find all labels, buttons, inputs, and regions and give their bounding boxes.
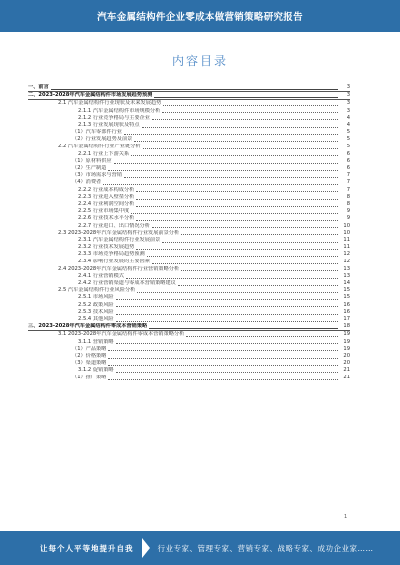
toc-entry-label: 3.1.2 促销策略	[78, 367, 114, 374]
toc-entry[interactable]	[28, 251, 350, 258]
toc-entry-label: 2.2.2 行业成本构成分析	[78, 186, 135, 193]
toc-entry-label: 三、2023-2028年汽车金属结构件零成本营销策略	[28, 323, 148, 330]
toc-entry-page: 21	[343, 367, 350, 374]
toc-entry[interactable]	[28, 266, 350, 273]
toc-entry[interactable]	[28, 273, 350, 280]
toc-dot-leader	[103, 184, 338, 185]
footer-banner	[0, 531, 400, 565]
arrow-separator-icon	[142, 538, 150, 558]
toc-dot-leader	[136, 249, 338, 250]
toc-entry-page: 15	[343, 294, 350, 301]
toc-dot-leader	[108, 365, 338, 366]
toc-entry-page: 16	[343, 301, 350, 308]
toc-dot-leader	[108, 358, 338, 359]
toc-entry[interactable]	[28, 100, 350, 107]
toc-entry[interactable]	[28, 208, 350, 215]
toc-entry-label: 2.3.2 行业技术发展趋势	[78, 244, 135, 251]
toc-entry[interactable]	[28, 353, 350, 360]
toc-entry-page: 12	[343, 258, 350, 265]
toc-entry-label: 2.5.4 其他风险	[78, 316, 114, 322]
toc-entry-page: 10	[343, 229, 350, 236]
toc-entry-page: 19	[343, 331, 350, 338]
toc-entry[interactable]	[28, 309, 350, 316]
toc-entry-label: 2.4.1 行业营销模式	[78, 272, 124, 279]
toc-dot-leader	[131, 213, 338, 214]
toc-entry[interactable]	[28, 215, 350, 222]
toc-entry[interactable]	[28, 316, 350, 323]
toc-dot-leader	[124, 177, 338, 178]
toc-entry[interactable]	[28, 194, 350, 201]
toc-entry[interactable]	[28, 144, 350, 151]
toc-dot-leader	[152, 227, 338, 228]
toc-entry-label: 一、前言	[28, 84, 49, 90]
toc-entry-page: 8	[346, 193, 350, 200]
toc-entry-page: 19	[343, 345, 350, 352]
toc-entry-label: 2.4 2023-2028年汽车金属结构件行业营销策略分析	[58, 265, 180, 272]
toc-entry-label: （2）生产制造	[72, 165, 107, 172]
toc-entry-label: 2.2.6 行业技术水平分析	[78, 215, 135, 222]
toc-dot-leader	[108, 379, 338, 380]
table-of-contents	[28, 84, 350, 382]
toc-entry[interactable]	[28, 223, 350, 230]
toc-dot-leader	[136, 191, 338, 192]
toc-entry-label: 2.3.1 汽车金属结构件行业发展前景	[78, 236, 161, 243]
toc-dot-leader	[142, 127, 338, 128]
toc-entry-page: 8	[346, 201, 350, 207]
toc-dot-leader	[147, 256, 338, 257]
footer-experts: 行业专家、管理专家、营销专家、战略专家、成功企业家……	[157, 543, 374, 553]
toc-dot-leader	[126, 278, 338, 279]
toc-entry[interactable]	[28, 331, 350, 338]
toc-dot-leader	[134, 141, 338, 142]
toc-entry-page: 10	[343, 222, 350, 229]
toc-entry-label: （1）推广策略	[72, 374, 107, 381]
toc-entry-label: 2.3.4 影响行业发展的主要因素	[78, 258, 150, 265]
toc-entry-page: 11	[343, 236, 350, 243]
toc-entry-label: 2.1.1 汽车金属结构件市场规模分析	[78, 107, 161, 114]
page-number: 1	[344, 514, 348, 520]
toc-entry-label: （4）消费者	[72, 179, 102, 186]
toc-entry[interactable]	[28, 302, 350, 309]
toc-entry[interactable]	[28, 339, 350, 346]
toc-entry-page: 13	[343, 265, 350, 272]
toc-dot-leader	[163, 105, 338, 106]
toc-entry[interactable]	[28, 84, 350, 92]
toc-dot-leader	[152, 263, 338, 264]
toc-entry[interactable]	[28, 129, 350, 136]
toc-entry-page: 16	[343, 308, 350, 315]
toc-entry[interactable]	[28, 172, 350, 179]
toc-entry[interactable]	[28, 244, 350, 251]
footer-slogan: 让每个人平等地提升自我	[40, 543, 134, 553]
toc-entry-label: 2.2.4 行业利润空间分析	[78, 201, 135, 207]
toc-entry-label: 2.5 汽车金属结构件行业风险分析	[58, 287, 136, 294]
toc-dot-leader	[116, 372, 338, 373]
toc-entry-page: 20	[343, 352, 350, 359]
toc-entry[interactable]	[28, 360, 350, 367]
toc-entry-label: 2.1.2 行业竞争格局与主要企业	[78, 114, 150, 121]
toc-entry-label: （1）汽车零部件行业	[72, 129, 122, 136]
toc-entry-page: 12	[343, 251, 350, 258]
toc-entry-label: （3）渠道策略	[72, 360, 107, 367]
toc-entry[interactable]	[28, 323, 350, 331]
toc-entry-page: 6	[346, 157, 350, 164]
toc-entry-label: 2.2.7 行业进口、出口情况分析	[78, 222, 150, 229]
toc-entry-label: 2.1 汽车金属结构件行业现状及未来发展趋势	[58, 100, 162, 107]
toc-entry-label: 2.2.3 行业进入壁垒分析	[78, 193, 135, 200]
toc-entry[interactable]	[28, 151, 350, 158]
toc-entry-label: 2.2.5 行业市场集中度	[78, 208, 130, 215]
toc-entry-label: 2.2.1 行业上下游关系	[78, 150, 130, 157]
toc-entry-page: 6	[346, 150, 350, 157]
toc-dot-leader	[124, 134, 338, 135]
toc-entry[interactable]	[28, 287, 350, 294]
report-title: 汽车金属结构件企业零成本做营销策略研究报告	[97, 12, 303, 23]
toc-entry[interactable]	[28, 122, 350, 129]
toc-entry-page: 3	[346, 84, 350, 90]
toc-entry-page: 14	[343, 280, 350, 287]
toc-entry[interactable]	[28, 367, 350, 374]
toc-entry-label: 3.1 2023-2028年汽车金属结构件零成本营销策略分析	[58, 331, 185, 338]
toc-dot-leader	[181, 234, 338, 235]
toc-dot-leader	[143, 148, 338, 149]
toc-entry[interactable]	[28, 165, 350, 172]
toc-entry-page: 13	[343, 272, 350, 279]
toc-entry-page: 9	[346, 215, 350, 222]
toc-dot-leader	[181, 270, 338, 271]
toc-dot-leader	[116, 306, 338, 307]
toc-heading: 内容目录	[171, 54, 228, 68]
toc-entry-page: 17	[343, 316, 350, 322]
toc-entry-page: 7	[346, 179, 350, 186]
toc-dot-leader	[152, 119, 338, 120]
toc-entry-label: 2.5.3 技术风险	[78, 308, 114, 315]
toc-dot-leader	[137, 292, 338, 293]
toc-dot-leader	[108, 170, 338, 171]
toc-entry[interactable]	[28, 294, 350, 301]
toc-entry-page: 3	[346, 107, 350, 114]
toc-entry[interactable]	[28, 237, 350, 244]
toc-dot-leader	[131, 155, 338, 156]
toc-entry-page: 19	[343, 338, 350, 345]
toc-entry-label: 3.1.1 营销策略	[78, 338, 114, 345]
report-header	[0, 0, 400, 32]
toc-entry-page: 11	[343, 244, 350, 251]
toc-dot-leader	[178, 285, 338, 286]
toc-entry-page: 5	[346, 143, 350, 150]
toc-entry-label: 2.3 2023-2028年汽车金属结构件行业发展前景分析	[58, 229, 180, 236]
toc-entry-label: 2.1.3 行业发展现状及特点	[78, 121, 140, 128]
toc-dot-leader	[116, 321, 338, 322]
toc-entry[interactable]	[28, 92, 350, 100]
toc-dot-leader	[162, 242, 338, 243]
toc-entry-page: 7	[346, 172, 350, 179]
toc-entry-label: 2.5.1 市场风险	[78, 294, 114, 301]
toc-entry[interactable]	[28, 158, 350, 165]
toc-entry[interactable]	[28, 259, 350, 266]
toc-entry[interactable]	[28, 108, 350, 115]
toc-entry[interactable]	[28, 346, 350, 353]
toc-entry-page: 4	[346, 121, 350, 128]
toc-entry-label: （2）行业发展趋势及前景	[72, 136, 133, 143]
toc-dot-leader	[51, 89, 338, 90]
toc-entry[interactable]	[28, 201, 350, 208]
toc-dot-leader	[186, 336, 338, 337]
toc-dot-leader	[116, 314, 338, 315]
toc-dot-leader	[162, 112, 338, 113]
toc-entry[interactable]	[28, 136, 350, 143]
toc-entry-label: 2.3.3 市场竞争格局趋势预测	[78, 251, 145, 258]
toc-entry[interactable]	[28, 179, 350, 186]
toc-entry[interactable]	[28, 115, 350, 122]
toc-dot-leader	[114, 163, 338, 164]
toc-entry[interactable]	[28, 280, 350, 287]
toc-dot-leader	[136, 220, 338, 221]
toc-entry-label: 2.5.2 政策风险	[78, 301, 114, 308]
toc-entry-page: 20	[343, 360, 350, 367]
toc-entry-page: 7	[346, 186, 350, 193]
toc-dot-leader	[136, 206, 338, 207]
toc-dot-leader	[154, 97, 338, 98]
toc-dot-leader	[149, 328, 338, 329]
toc-entry-page: 5	[346, 136, 350, 143]
toc-entry[interactable]	[28, 230, 350, 237]
toc-entry-page: 15	[343, 287, 350, 294]
toc-dot-leader	[136, 199, 338, 200]
toc-entry-label: （2）价格策略	[72, 352, 107, 359]
toc-dot-leader	[116, 299, 338, 300]
toc-entry-label: 2.2 汽车金属结构件行业产业链分析	[58, 143, 141, 150]
toc-entry-label: （1）产品策略	[72, 345, 107, 352]
toc-entry-page: 3	[346, 100, 350, 107]
toc-entry-page: 6	[346, 165, 350, 172]
toc-dot-leader	[116, 343, 338, 344]
toc-dot-leader	[108, 350, 338, 351]
toc-entry-label: 2.4.2 行业营销渠道与零成本营销策略建议	[78, 280, 176, 287]
toc-entry-page: 18	[343, 323, 350, 330]
toc-entry-page: 21	[343, 374, 350, 381]
toc-entry-page: 3	[346, 92, 350, 99]
toc-entry-label: （1）原材料供应	[72, 157, 112, 164]
toc-entry-page: 5	[346, 129, 350, 136]
toc-entry[interactable]	[28, 187, 350, 194]
toc-entry-page: 9	[346, 208, 350, 215]
toc-entry-label: 二、2023-2028年汽车金属结构件市场发展趋势预测	[28, 92, 153, 99]
toc-entry[interactable]	[28, 375, 350, 382]
toc-entry-label: （3）市场需求与营销	[72, 172, 122, 179]
toc-entry-page: 4	[346, 114, 350, 121]
